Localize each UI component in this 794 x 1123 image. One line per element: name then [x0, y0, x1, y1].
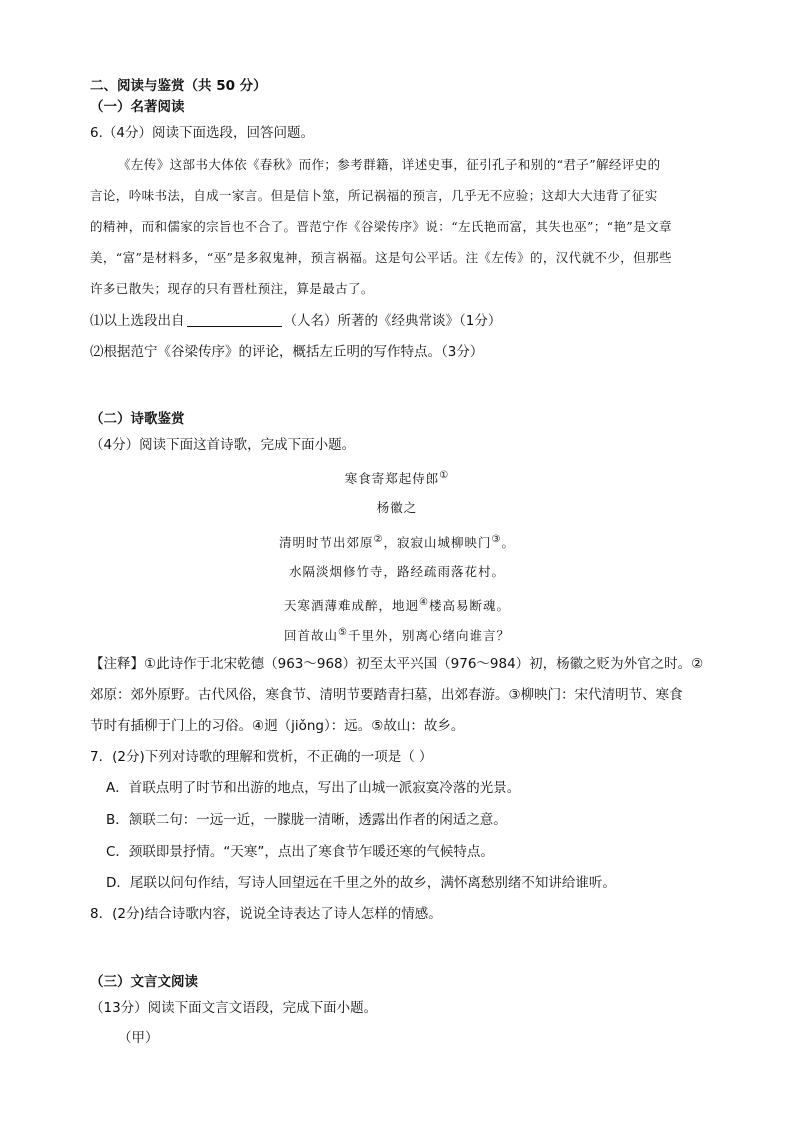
part3-sub-label: （甲） [118, 1030, 159, 1046]
question-6: 6.（4分）阅读下面选段，回答问题。 [90, 125, 314, 141]
option-d[interactable]: D．尾联以问句作结，写诗人回望远在千里之外的故乡，满怀离愁别绪不知讲给谁听。 [106, 875, 616, 891]
poem-title [0, 467, 794, 488]
section-title: 二、阅读与鉴赏（共 50 分） [90, 78, 267, 94]
poem-line: 天寒酒薄难成醉，地迥④楼高易断魂。 [284, 597, 510, 613]
passage-line: 言论，吟味书法，自成一家言。但是信卜筮，所记祸福的预言，几乎无不应验；这却大大违背了征实 [90, 188, 658, 203]
option-a[interactable]: A．首联点明了时节和出游的地点，写出了山城一派寂寞冷落的光景。 [106, 780, 521, 796]
part3-intro: （13分）阅读下面文言文语段，完成下面小题。 [90, 1000, 378, 1016]
option-b[interactable]: B．颔联二句：一远一近，一朦胧一清晰，透露出作者的闲适之意。 [106, 812, 507, 828]
option-c[interactable]: C．颈联即景抒情。“天寒”，点出了寒食节乍暖还寒的气候特点。 [106, 844, 494, 860]
question-7: 7．(2分)下列对诗歌的理解和赏析，不正确的一项是（ ） [90, 749, 433, 765]
note-marker: ③ [491, 534, 502, 545]
part2-heading: （二）诗歌鉴赏 [90, 411, 185, 427]
part3-heading: （三）文言文阅读 [90, 974, 198, 990]
passage-line: 美，“富”是材料多，“巫”是多叙鬼神，预言祸福。这是句公平话。注《左传》的，汉代就不少，但那些 [90, 250, 672, 265]
poem-title-text: 寒食寄郑起侍郎 [344, 471, 440, 486]
note-marker: ② [373, 534, 384, 545]
note-marker: ⑤ [338, 627, 348, 638]
answer-blank[interactable] [187, 312, 282, 327]
note-marker: ④ [419, 597, 429, 608]
poem-line: 回首故山⑤千里外，别离心绪向谁言？ [284, 627, 510, 643]
poem-notes-line: 节时有插柳于门上的习俗。④迥（jiǒng）：远。⑤故山：故乡。 [90, 718, 465, 734]
poem-notes-line: 郊原：郊外原野。古代风俗，寒食节、清明节要踏青扫墓，出郊春游。③柳映门：宋代清明节、寒食 [90, 687, 683, 703]
poem-line: 清明时节出郊原②，寂寂山城柳映门③。 [279, 534, 515, 550]
poem-notes-line: 【注释】①此诗作于北宋乾德（963～968）初至太平兴国（976～984）初，杨徽之贬为外官之时。② [90, 656, 704, 672]
passage-line: 的精神，而和儒家的宗旨也不合了。晋范宁作《谷梁传序》说：“左氏艳而富，其失也巫”；“艳”是文章 [90, 219, 672, 234]
question-6-1 [90, 312, 501, 330]
passage-line: 许多已散失；现存的只有晋杜预注，算是最古了。 [90, 281, 374, 296]
note-marker: ① [439, 470, 450, 481]
part2-intro: （4分）阅读下面这首诗歌，完成下面小题。 [90, 437, 356, 453]
poem-author: 杨徽之 [376, 500, 418, 515]
question-8: 8．(2分)结合诗歌内容，说说全诗表达了诗人怎样的情感。 [90, 906, 442, 922]
question-6-2: ⑵根据范宁《谷梁传序》的评论，概括左丘明的写作特点。（3分） [90, 344, 484, 360]
part1-heading: （一）名著阅读 [90, 99, 185, 115]
poem-line: 水隔淡烟修竹寺，路经疏雨落花村。 [288, 564, 505, 579]
q1-prefix: ⑴以上选段出自 [90, 313, 185, 329]
q1-suffix: （人名）所著的《经典常谈》（1分） [283, 313, 502, 329]
passage-line: 《左传》这部书大体依《春秋》而作；参考群籍，详述史事，征引孔子和别的“君子”解经评史的 [118, 157, 661, 172]
